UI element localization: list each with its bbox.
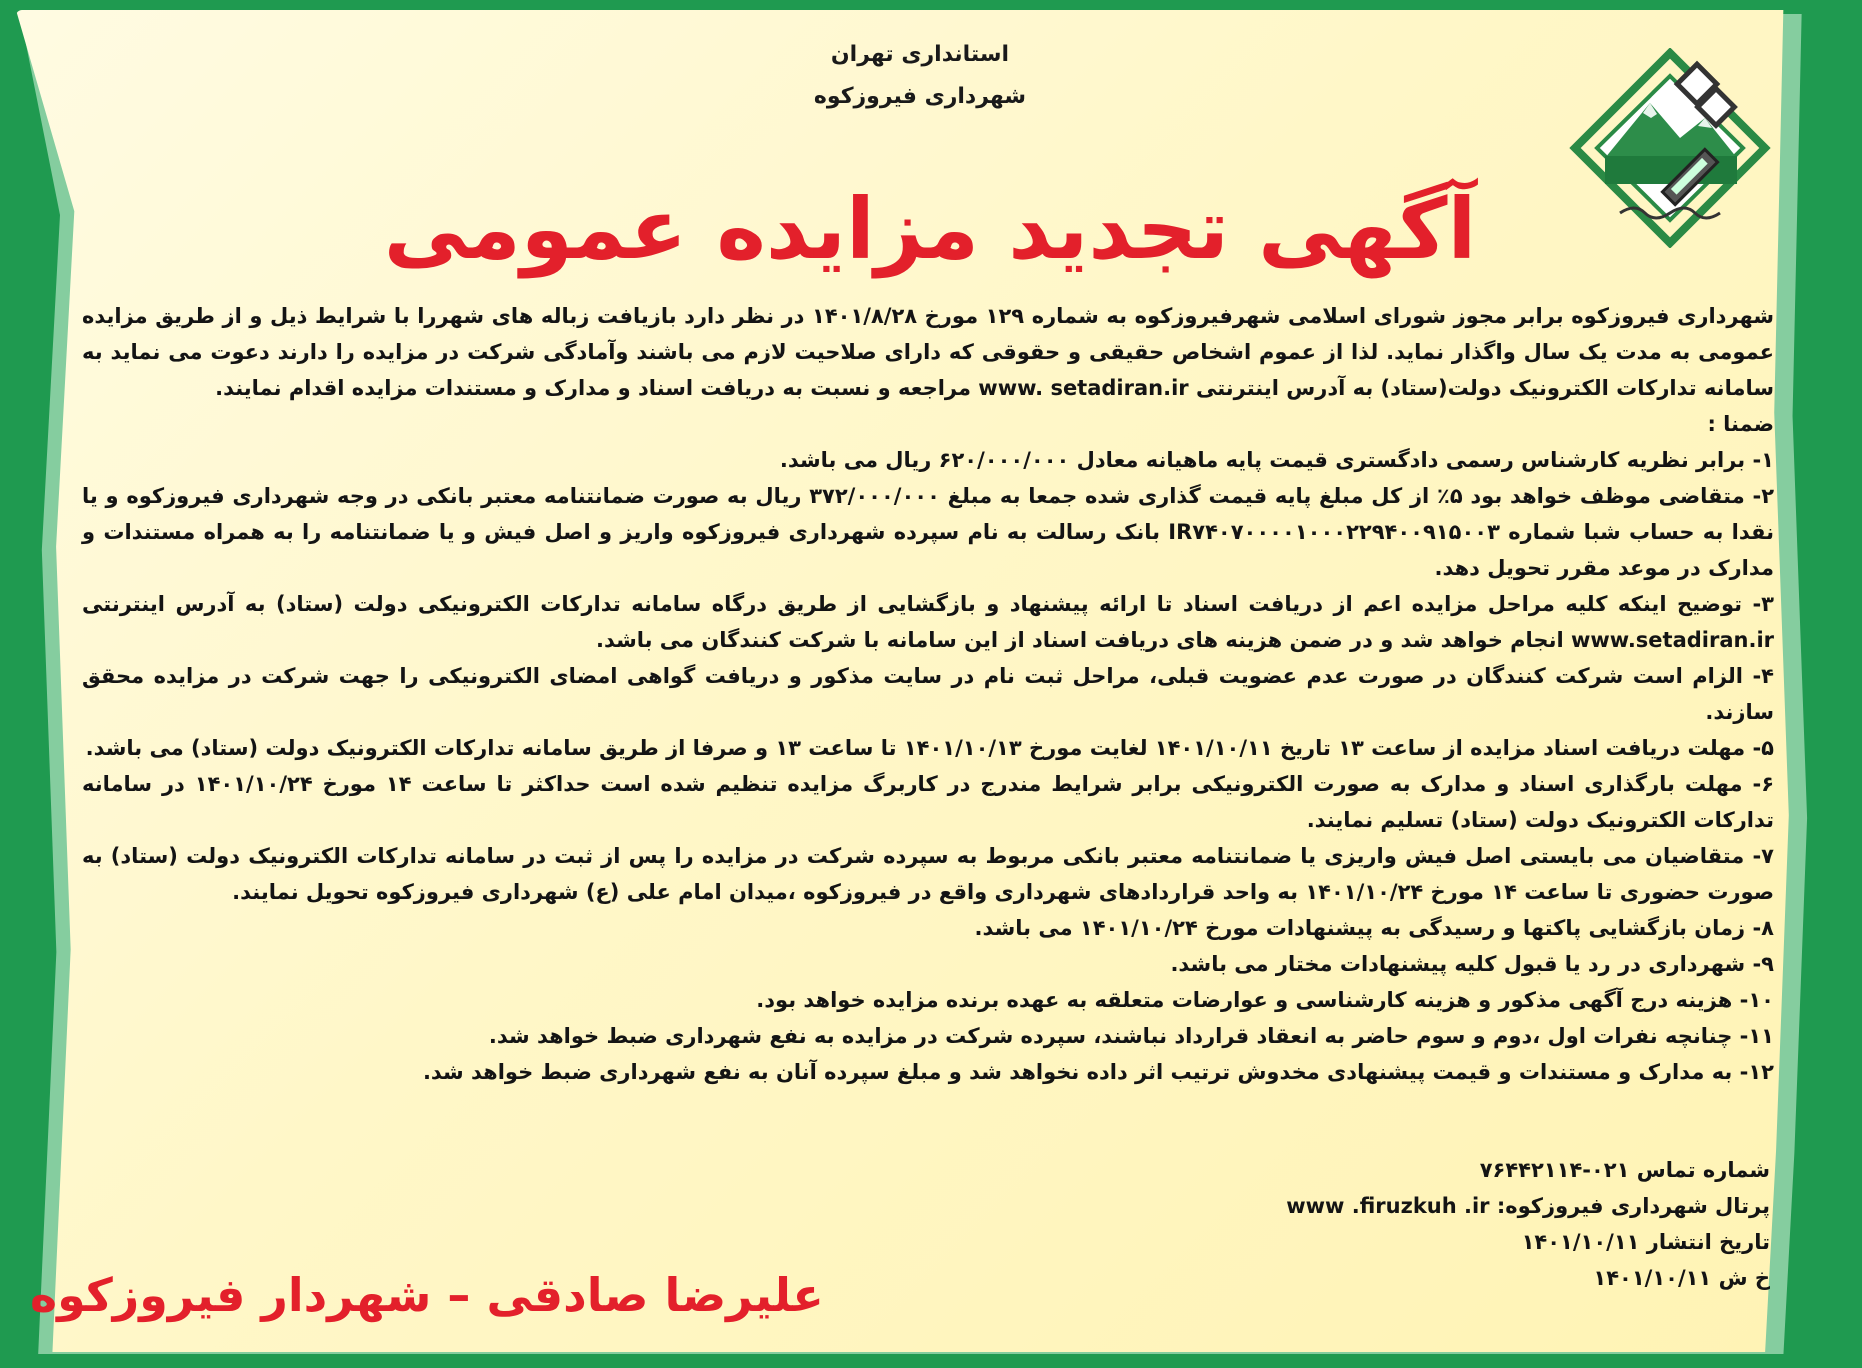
condition-item: ۹- شهرداری در رد یا قبول کلیه پیشنهادات مختار می باشد. — [1170, 952, 1774, 976]
reference-code: خ ش ۱۴۰۱/۱۰/۱۱ — [1593, 1266, 1770, 1290]
municipality-logo — [1565, 48, 1775, 248]
header-province: استانداری تهران — [830, 42, 1010, 67]
condition-item: ۵- مهلت دریافت اسناد مزایده از ساعت ۱۳ تاریخ ۱۴۰۱/۱۰/۱۱ لغایت مورخ ۱۴۰۱/۱۰/۱۳ تا ساعت ۱۳ و صرفا از طریق سامانه تدارکات الکترونیک دولت (ستاد) می باشد. — [85, 736, 1774, 760]
condition-item: ۳- توضیح اینکه کلیه مراحل مزایده اعم از دریافت اسناد تا ارائه پیشنهاد و بازگشایی از طریق درگاه سامانه تدارکات الکترونیکی دولت (ستاد) به آدرس اینترنتی www.setadiran.ir انجام خواهد شد و در ضمن هزینه های دریافت اسناد از این سامانه با شرکت کنندگان می باشد. — [82, 592, 1774, 652]
publish-date: تاریخ انتشار ۱۴۰۱/۱۰/۱۱ — [1521, 1230, 1770, 1254]
condition-item: ۱۲- به مدارک و مستندات و قیمت پیشنهادی مخدوش ترتیب اثر داده نخواهد شد و مبلغ سپرده آنان به نفع شهرداری ضبط خواهد شد. — [422, 1060, 1774, 1084]
condition-item: ۸- زمان بازگشایی پاکتها و رسیدگی به پیشنهادات مورخ ۱۴۰۱/۱۰/۲۴ می باشد. — [974, 916, 1774, 940]
condition-item: ۷- متقاضیان می بایستی اصل فیش واریزی یا ضمانتنامه معتبر بانکی مربوط به سپرده شرکت در مزایده را پس از ثبت در سامانه تدارکات الکترونیک دولت (ستاد) به صورت حضوری تا ساعت ۱۴ مورخ ۱۴۰۱/۱۰/۲۴ به واحد قراردادهای شهرداری واقع در فیروزکوه ،میدان امام علی (ع) شهرداری فیروزکوه تحویل نمایند. — [82, 844, 1774, 904]
portal-url: پرتال شهرداری فیروزکوه: www .firuzkuh .ir — [1286, 1194, 1770, 1218]
condition-item: ۱۰- هزینه درج آگهی مذکور و هزینه کارشناسی و عوارضات متعلقه به عهده برنده مزایده خواهد بود. — [756, 988, 1774, 1012]
condition-item: ۱- برابر نظریه کارشناس رسمی دادگستری قیمت پایه ماهیانه معادل ۶۲۰/۰۰۰/۰۰۰ ریال می باشد. — [779, 448, 1774, 472]
zemna-label: ضمنا : — [1707, 412, 1774, 436]
contact-phone: شماره تماس ۰۲۱-۷۶۴۴۲۱۱۴ — [1479, 1158, 1770, 1182]
condition-item: ۶- مهلت بارگذاری اسناد و مدارک به صورت الکترونیکی برابر شرایط مندرج در کاربرگ مزایده تنظیم شده است حداکثر تا ساعت ۱۴ مورخ ۱۴۰۱/۱۰/۲۴ در سامانه تدارکات الکترونیک دولت (ستاد) تسلیم نمایند. — [82, 772, 1775, 832]
signature-text: علیرضا صادقی – شهردار فیروزکوه — [30, 1268, 824, 1322]
page-title: آگهی تجدید مزایده عمومی — [383, 180, 1477, 278]
mayor-signature — [30, 1268, 850, 1322]
intro-paragraph: شهرداری فیروزکوه برابر مجوز شورای اسلامی شهرفیروزکوه به شماره ۱۲۹ مورخ ۱۴۰۱/۸/۲۸ در نظر دارد بازیافت زباله های شهررا با شرایط ذیل و از طریق مزایده عمومی به مدت یک سال واگذار نماید. لذا از عموم اشخاص حقیقی و حقوقی که دارای صلاحیت لازم می باشند وآمادگی شرکت در مزایده را دارند دعوت می نماید به سامانه تدارکات الکترونیک دولت(ستاد) به آدرس اینترنتی www. setadiran.ir مراجعه و نسبت به دریافت اسناد و مدارک و مستندات مزایده اقدام نمایند. — [82, 304, 1775, 400]
header-municipality: شهرداری فیروزکوه — [813, 84, 1027, 109]
condition-item: ۲- متقاضی موظف خواهد بود ۵٪ از کل مبلغ پایه قیمت گذاری شده جمعا به مبلغ ۳۷۲/۰۰۰/۰۰۰ ریال به صورت ضمانتنامه معتبر بانکی در وجه شهرداری فیروزکوه و یا نقدا به حساب شبا شماره IR۷۴۰۷۰۰۰۰۱۰۰۰۲۲۹۴۰۰۹۱۵۰۰۳ بانک رسالت به نام سپرده شهرداری فیروزکوه واریز و اصل فیش و یا ضمانتنامه را به همراه مستندات و مدارک در موعد مقرر تحویل دهد. — [82, 484, 1775, 580]
announcement-body — [82, 298, 1774, 1090]
footer-info — [1010, 1152, 1770, 1296]
condition-item: ۱۱- چنانچه نفرات اول ،دوم و سوم حاضر به انعقاد قرارداد نباشند، سپرده شرکت در مزایده به نفع شهرداری ضبط خواهد شد. — [488, 1024, 1774, 1048]
condition-item: ۴- الزام است شرکت کنندگان در صورت عدم عضویت قبلی، مراحل ثبت نام در سایت مذکور و دریافت گواهی امضای الکترونیکی را جهت شرکت در مزایده محقق سازند. — [82, 664, 1774, 724]
